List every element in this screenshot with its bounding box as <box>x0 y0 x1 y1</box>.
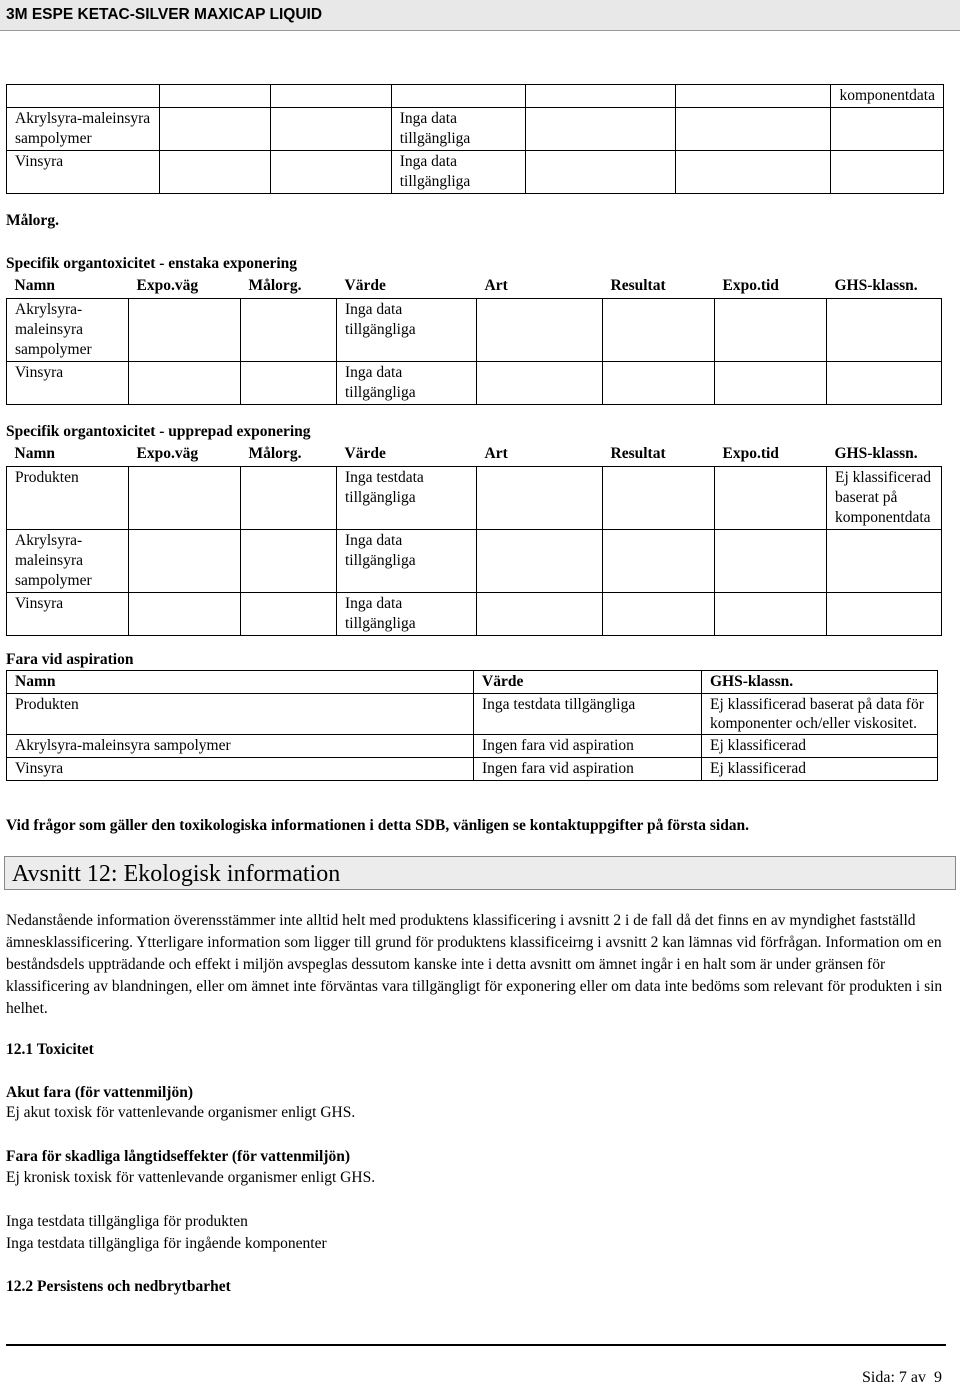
nodata-components: Inga testdata tillgängliga för ingående komponenter <box>6 1235 327 1252</box>
section-12-title: Avsnitt 12: Ekologisk information <box>12 861 341 887</box>
col-header: Målorg. <box>248 277 302 294</box>
stot-repeat-title: Specifik organtoxicitet - upprepad exponering <box>6 423 311 440</box>
contact-note: Vid frågor som gäller den toxikologiska informationen i detta SDB, vänligen se kontaktuppgifter på första sidan. <box>6 817 750 834</box>
row-value: Inga data tillgängliga <box>337 530 477 593</box>
col-header: GHS-klassn. <box>834 445 918 462</box>
row-ghs: Ej klassificerad <box>702 735 938 758</box>
stot-repeat-table <box>6 442 942 636</box>
col-header: Värde <box>474 671 702 694</box>
row-name: Akrylsyra-maleinsyra sampolymer <box>7 530 129 593</box>
col-header: Värde <box>344 277 386 294</box>
col-header: Värde <box>344 445 386 462</box>
row-value: Inga testdata tillgängliga <box>337 467 477 530</box>
chronic-text: Ej kronisk toxisk för vattenlevande organismer enligt GHS. <box>6 1169 376 1186</box>
col-header: Expo.väg <box>136 277 199 294</box>
row-ghs <box>827 593 942 636</box>
col-header: GHS-klassn. <box>834 277 918 294</box>
row-name: Produkten <box>7 694 474 735</box>
col-header: Namn <box>14 277 55 294</box>
subsection-12-1: 12.1 Toxicitet <box>6 1041 94 1058</box>
col-header: Målorg. <box>248 445 302 462</box>
malorg-label: Målorg. <box>6 212 59 229</box>
row-value: Inga testdata tillgängliga <box>474 694 702 735</box>
row-value: Inga data tillgängliga <box>391 151 525 194</box>
continued-table <box>6 84 944 194</box>
row-value: Ingen fara vid aspiration <box>474 735 702 758</box>
acute-text: Ej akut toxisk för vattenlevande organismer enligt GHS. <box>6 1104 356 1121</box>
row-name: Akrylsyra-maleinsyra sampolymer <box>7 299 129 362</box>
row-name: Vinsyra <box>7 758 474 781</box>
row-ghs: Ej klassificerad baserat på data för komponenter och/eller viskositet. <box>702 694 938 735</box>
footer-divider <box>6 1344 946 1346</box>
aspiration-title: Fara vid aspiration <box>6 651 134 668</box>
col-header: Art <box>484 277 508 294</box>
row-value: Inga data tillgängliga <box>337 299 477 362</box>
row-name: Akrylsyra-maleinsyra sampolymer <box>7 108 160 151</box>
col-header: Namn <box>7 671 474 694</box>
col-header: Art <box>484 445 508 462</box>
col-header: Expo.tid <box>722 445 779 462</box>
row-ghs: Ej klassificerad <box>702 758 938 781</box>
row-name: Vinsyra <box>7 151 160 194</box>
col-header: GHS-klassn. <box>702 671 938 694</box>
row-ghs: Ej klassificerad baserat på komponentdata <box>827 467 942 530</box>
row-name: Vinsyra <box>7 593 129 636</box>
row-value: Inga data tillgängliga <box>337 362 477 405</box>
nodata-product: Inga testdata tillgängliga för produkten <box>6 1213 248 1230</box>
document-title: 3M ESPE KETAC-SILVER MAXICAP LIQUID <box>6 6 323 23</box>
chronic-title: Fara för skadliga långtidseffekter (för vattenmiljön) <box>6 1148 350 1165</box>
section-12-intro: Nedanstående information överensstämmer inte alltid helt med produktens klassificering i avsnitt 2 i de fall då det finns en av myndighet fastställd ämnesklassificering. Ytterligare information som ligger till grund för produktens klassificeirng i avsnitt 2 kan lämnas vid förfrågan. Information om en beståndsdels uppträdande och effekt i miljön avspeglas dessutom kanske inte i detta avsnitt om ämnet ingår i en halt som är under gränsen för klassificering av blandningen, eller om ämnet inte förväntas vara tillgängligt för exponering eller om data inte bedöms som relevant för produkten i sin helhet. <box>6 912 943 1017</box>
row-name: Produkten <box>7 467 129 530</box>
acute-title: Akut fara (för vattenmiljön) <box>6 1084 193 1101</box>
col-header: Expo.tid <box>722 277 779 294</box>
row-value: Inga data tillgängliga <box>391 108 525 151</box>
col-header: Expo.väg <box>136 445 199 462</box>
row-value: Ingen fara vid aspiration <box>474 758 702 781</box>
col-header: Namn <box>14 445 55 462</box>
aspiration-table <box>6 670 938 781</box>
col-header: Resultat <box>610 445 666 462</box>
row-value: Inga data tillgängliga <box>337 593 477 636</box>
row-name: Vinsyra <box>7 362 129 405</box>
row-name: Akrylsyra-maleinsyra sampolymer <box>7 735 474 758</box>
stot-single-table <box>6 274 942 405</box>
stot-single-title: Specifik organtoxicitet - enstaka exponering <box>6 255 298 272</box>
page-number: Sida: 7 av 9 <box>862 1369 942 1386</box>
header-komponentdata: komponentdata <box>831 85 944 108</box>
col-header: Resultat <box>610 277 666 294</box>
subsection-12-2: 12.2 Persistens och nedbrytbarhet <box>6 1278 231 1295</box>
row-ghs <box>827 530 942 593</box>
